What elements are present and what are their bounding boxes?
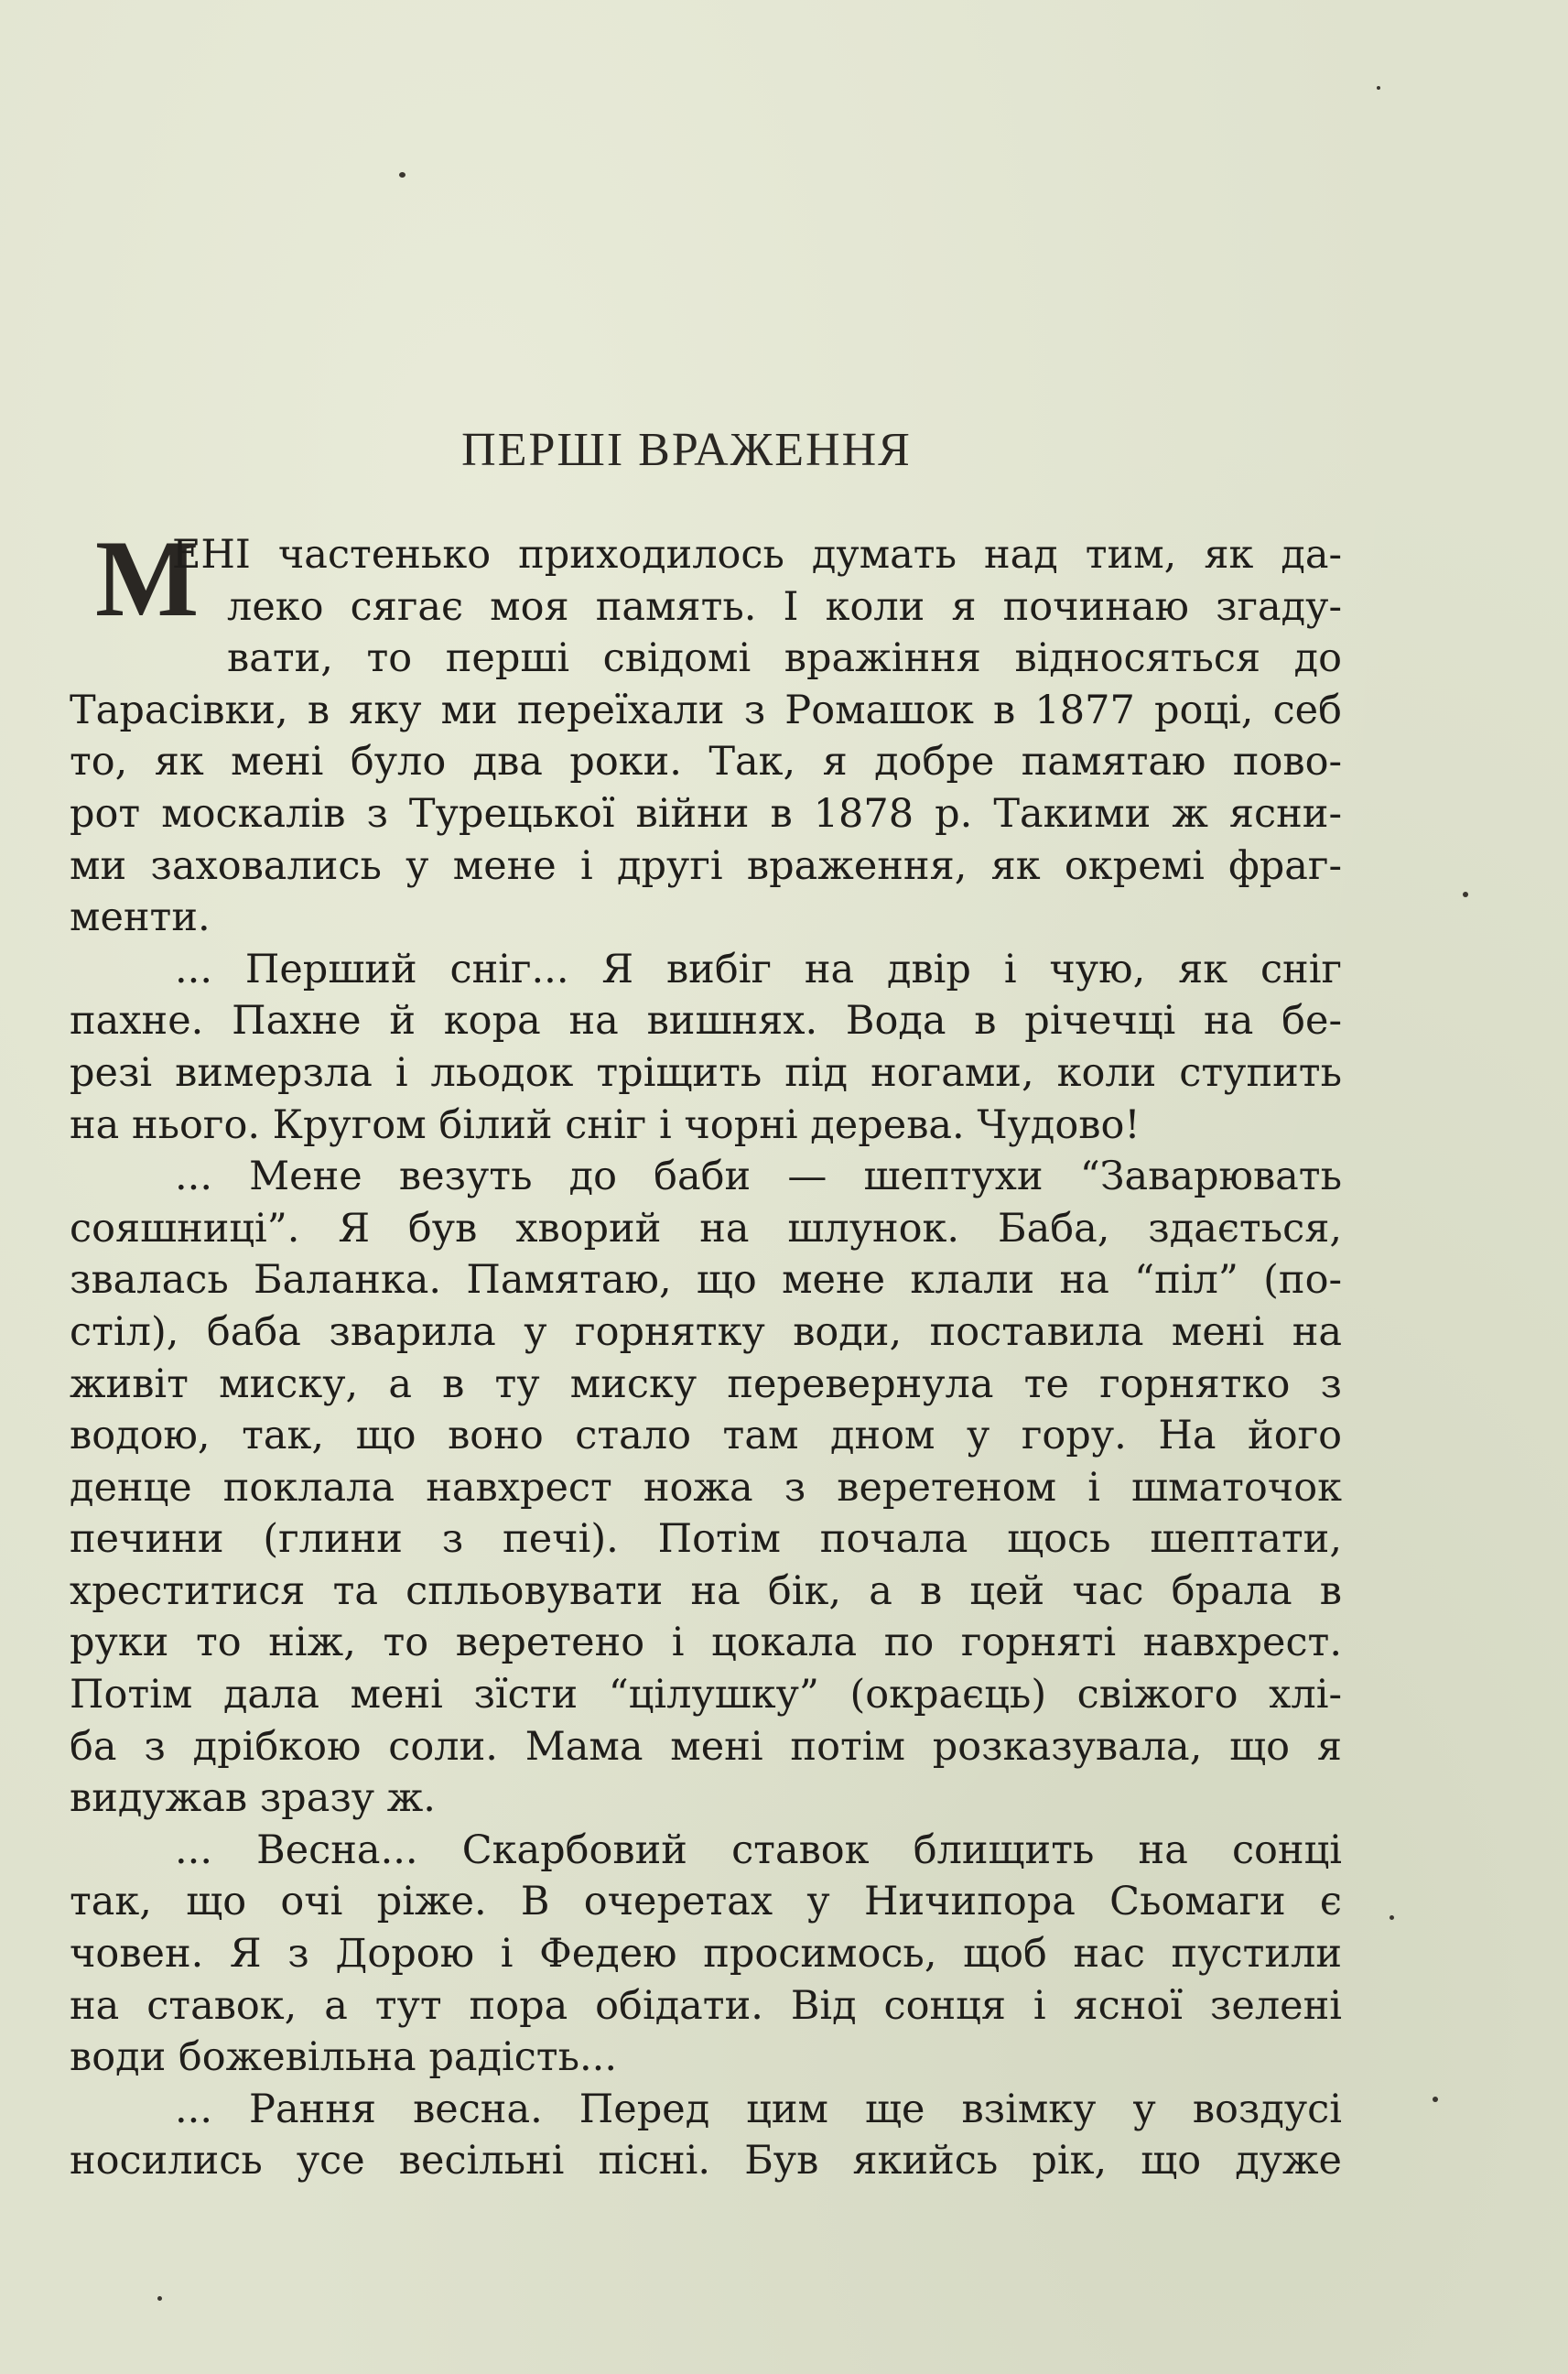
text-line: живіт миску, а в ту миску перевернула те горнятко з — [70, 1360, 1342, 1407]
text-line: хреститися та спльовувати на бік, а в цей час брала в — [70, 1567, 1342, 1614]
text-line: ... Весна... Скарбовий ставок блищить на сонці — [175, 1827, 1342, 1873]
text-line: печини (глини з печі). Потім почала щось шептати, — [70, 1516, 1342, 1563]
text-line: ми заховались у мене і другі враження, як окремі фраг- — [70, 842, 1342, 889]
text-line: денце поклала навхрест ножа з веретеном і шматочок — [70, 1464, 1342, 1511]
text-line: так, що очі ріже. В очеретах у Ничипора Сьомаги є — [70, 1879, 1342, 1925]
text-line: резі вимерзла і льодок тріщить під ногами, коли ступить — [70, 1049, 1342, 1096]
text-line: менти. — [70, 894, 211, 941]
text-line: то, як мені було два роки. Так, я добре памятаю пово- — [70, 739, 1342, 786]
text-line: водою, так, що воно стало там дном у гору. На його — [70, 1413, 1342, 1459]
text-line: стіл), баба зварила у горнятку води, поставила мені на — [70, 1308, 1342, 1355]
text-line: ... Рання весна. Перед цим ще взімку у воздусі — [175, 2086, 1342, 2132]
drop-cap: М — [95, 517, 200, 639]
text-line: ЕНІ частенько приходилось думать над тим, як да- — [172, 532, 1342, 578]
text-line: Потім дала мені зїсти “цілушку” (окраєць) свіжого хлі- — [70, 1672, 1342, 1718]
text-line: руки то ніж, то веретено і цокала по горняті навхрест. — [70, 1620, 1342, 1666]
text-line: носились усе весільні пісні. Був якийсь рік, що дуже — [70, 2138, 1342, 2184]
text-line: ... Мене везуть до баби — шептухи “Заварювать — [175, 1154, 1342, 1200]
paper-speck — [1463, 892, 1468, 897]
text-line: пахне. Пахне й кора на вишнях. Вода в річечці на бе- — [70, 998, 1342, 1045]
text-line: Тарасівки, в яку ми переїхали з Ромашок в 1877 році, себ — [70, 687, 1342, 733]
paper-speck — [1390, 1915, 1394, 1920]
text-line: човен. Я з Дорою і Федею просимось, щоб нас пустили — [70, 1931, 1342, 1978]
paper-speck — [1433, 2097, 1438, 2102]
text-line: на ставок, а тут пора обідати. Від сонця і ясної зелені — [70, 1982, 1342, 2029]
text-line: рот москалів з Турецької війни в 1878 р. Такими ж ясни- — [70, 790, 1342, 837]
text-line: ... Перший сніг... Я вибіг на двір і чую, як сніг — [175, 946, 1342, 992]
text-line: видужав зразу ж. — [70, 1775, 436, 1822]
text-line: леко сягає моя память. І коли я починаю згаду- — [227, 583, 1342, 630]
text-line: води божевільна радість... — [70, 2034, 618, 2081]
chapter-title: ПЕРШІ ВРАЖЕННЯ — [461, 424, 912, 476]
paper-speck — [399, 172, 406, 178]
body-text — [70, 517, 1342, 2187]
text-line: сояшниці”. Я був хворий на шлунок. Баба, здається, — [70, 1205, 1342, 1252]
paper-speck — [157, 2296, 162, 2301]
text-line: ба з дрібкою соли. Мама мені потім розказувала, що я — [70, 1723, 1342, 1770]
text-line: на нього. Кругом білий сніг і чорні дерева. Чудово! — [70, 1101, 1141, 1148]
text-line: звалась Баланка. Памятаю, що мене клали на “піл” (по- — [70, 1257, 1342, 1304]
text-line: вати, то перші свідомі вражіння відносяться до — [227, 635, 1342, 682]
paper-speck — [1377, 86, 1380, 90]
